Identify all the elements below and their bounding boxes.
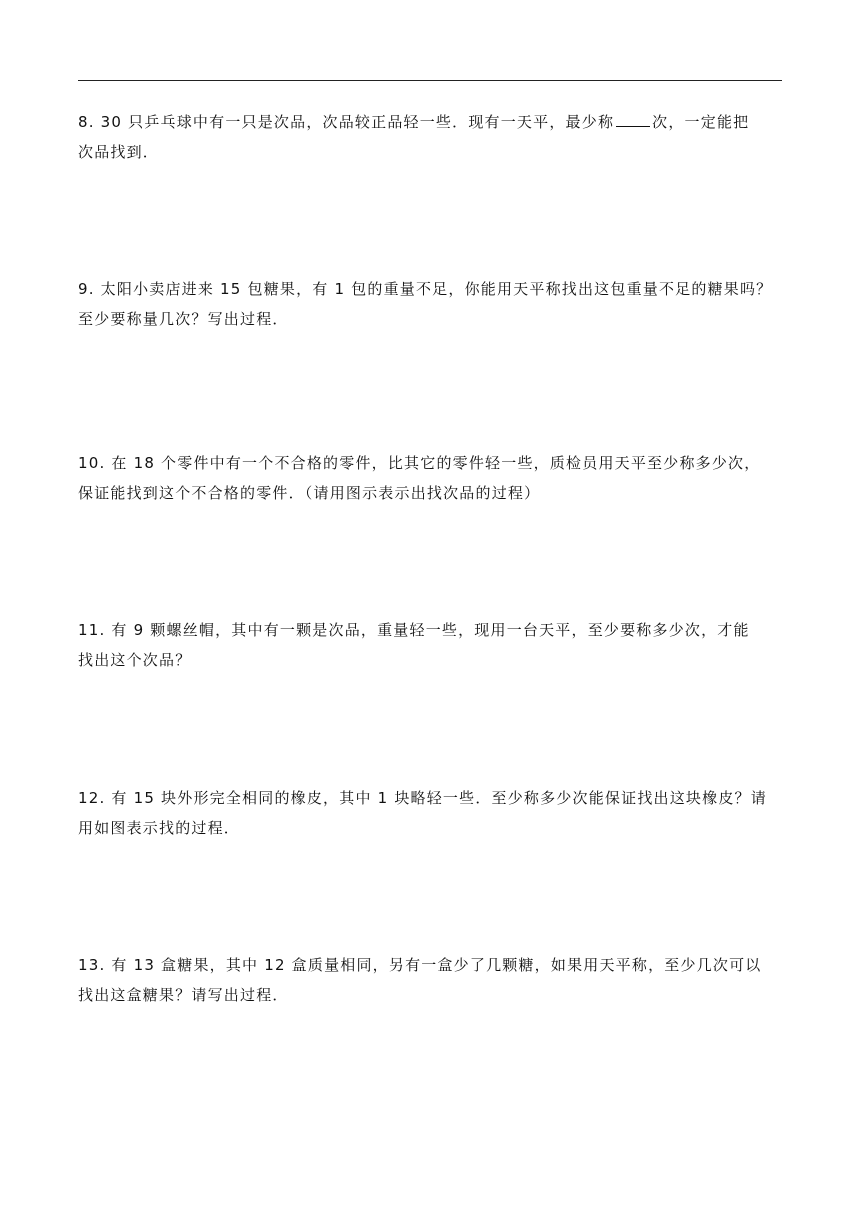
question-8-line-1 [78, 107, 782, 137]
question-11 [78, 615, 782, 675]
question-10 [78, 448, 782, 508]
question-9 [78, 274, 782, 334]
question-9-line-2: 至少要称量几次？写出过程． [78, 310, 289, 328]
question-13-line-2: 找出这盒糖果？请写出过程． [78, 986, 289, 1004]
question-8-line-2: 次品找到． [78, 143, 160, 161]
question-13 [78, 950, 782, 1010]
question-12 [78, 783, 782, 843]
question-9-line-1: 9. 太阳小卖店进来 15 包糖果，有 1 包的重量不足，你能用天平称找出这包重量不足的糖果吗？ [78, 280, 773, 298]
question-11-line-2: 找出这个次品？ [78, 651, 192, 669]
question-10-line-1: 10. 在 18 个零件中有一个不合格的零件，比其它的零件轻一些，质检员用天平至少称多少次， [78, 454, 761, 472]
question-8-text-after-blank: 次，一定能把 [652, 113, 750, 131]
question-12-line-1: 12. 有 15 块外形完全相同的橡皮，其中 1 块略轻一些．至少称多少次能保证找出这块橡皮？请 [78, 789, 767, 807]
question-12-line-2: 用如图表示找的过程． [78, 819, 241, 837]
question-8-text-before-blank: 8. 30 只乒乓球中有一只是次品，次品较正品轻一些．现有一天平，最少称 [78, 113, 615, 131]
question-10-line-2: 保证能找到这个不合格的零件．（请用图示表示出找次品的过程） [78, 484, 541, 502]
question-11-line-1: 11. 有 9 颗螺丝帽，其中有一颗是次品，重量轻一些，现用一台天平，至少要称多少次，才能 [78, 621, 750, 639]
header-rule [78, 80, 782, 81]
answer-blank[interactable] [616, 111, 650, 127]
question-8 [78, 107, 782, 167]
question-13-line-1: 13. 有 13 盒糖果，其中 12 盒质量相同，另有一盒少了几颗糖，如果用天平称，至少几次可以 [78, 956, 762, 974]
